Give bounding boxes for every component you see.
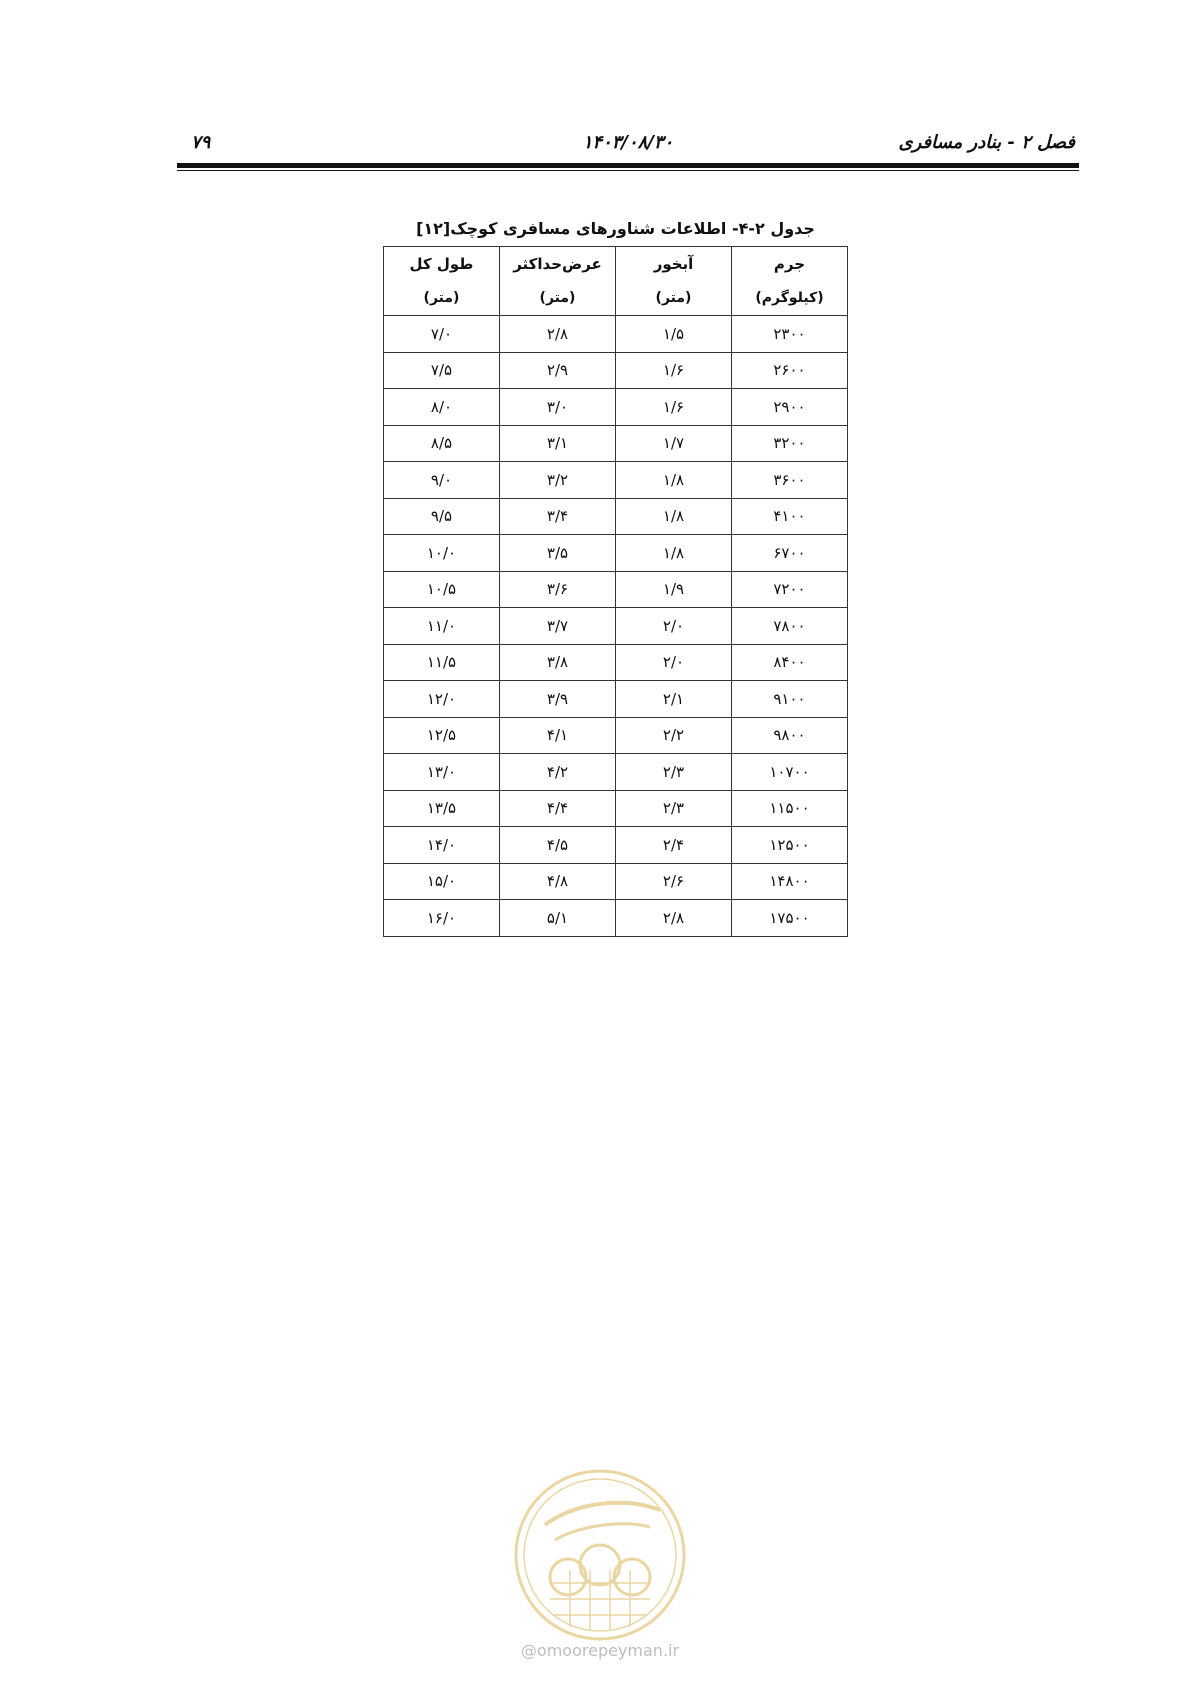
table-row: [384, 389, 848, 426]
cell-total-length: ۹/۵: [384, 498, 500, 535]
cell-draft: ۱/۶: [616, 352, 732, 389]
cell-max-width: ۳/۵: [500, 535, 616, 572]
cell-max-width: ۳/۴: [500, 498, 616, 535]
unit-max-width: (متر): [500, 281, 616, 316]
col-header-max-width: عرض‌حداکثر: [500, 247, 616, 282]
cell-total-length: ۷/۰: [384, 316, 500, 353]
cell-mass: ۴۱۰۰: [732, 498, 848, 535]
table-row: [384, 352, 848, 389]
cell-mass: ۳۶۰۰: [732, 462, 848, 499]
cell-total-length: ۱۲/۰: [384, 681, 500, 718]
cell-total-length: ۱۱/۵: [384, 644, 500, 681]
cell-total-length: ۱۴/۰: [384, 827, 500, 864]
cell-max-width: ۴/۲: [500, 754, 616, 791]
cell-mass: ۸۴۰۰: [732, 644, 848, 681]
cell-max-width: ۴/۸: [500, 863, 616, 900]
col-header-mass: جرم: [732, 247, 848, 282]
cell-draft: ۲/۳: [616, 790, 732, 827]
cell-total-length: ۱۳/۵: [384, 790, 500, 827]
cell-mass: ۱۴۸۰۰: [732, 863, 848, 900]
cell-total-length: ۹/۰: [384, 462, 500, 499]
header-rule-thin: [177, 170, 1079, 171]
cell-mass: ۲۶۰۰: [732, 352, 848, 389]
table-row: [384, 644, 848, 681]
cell-mass: ۲۹۰۰: [732, 389, 848, 426]
cell-draft: ۱/۸: [616, 535, 732, 572]
cell-total-length: ۱۰/۵: [384, 571, 500, 608]
cell-mass: ۷۸۰۰: [732, 608, 848, 645]
cell-max-width: ۳/۶: [500, 571, 616, 608]
cell-max-width: ۳/۸: [500, 644, 616, 681]
cell-draft: ۲/۰: [616, 608, 732, 645]
cell-mass: ۳۲۰۰: [732, 425, 848, 462]
table-body: [384, 316, 848, 937]
cell-draft: ۲/۳: [616, 754, 732, 791]
cell-total-length: ۱۱/۰: [384, 608, 500, 645]
unit-draft: (متر): [616, 281, 732, 316]
table-header-row: [384, 247, 848, 282]
header-date: ۱۴۰۳/۰۸/۳۰: [582, 132, 674, 153]
watermark-gear-icon: [516, 1471, 684, 1639]
header-rule-thick: [177, 163, 1079, 168]
cell-mass: ۹۸۰۰: [732, 717, 848, 754]
table-units-row: [384, 281, 848, 316]
cell-total-length: ۷/۵: [384, 352, 500, 389]
cell-max-width: ۴/۴: [500, 790, 616, 827]
table-row: [384, 900, 848, 937]
cell-max-width: ۳/۰: [500, 389, 616, 426]
cell-total-length: ۱۳/۰: [384, 754, 500, 791]
cell-mass: ۱۲۵۰۰: [732, 827, 848, 864]
cell-total-length: ۱۰/۰: [384, 535, 500, 572]
cell-draft: ۱/۸: [616, 462, 732, 499]
page-header: [177, 128, 1079, 158]
cell-max-width: ۳/۲: [500, 462, 616, 499]
watermark-logo: [510, 1465, 690, 1645]
cell-mass: ۷۲۰۰: [732, 571, 848, 608]
table-row: [384, 863, 848, 900]
table-row: [384, 535, 848, 572]
cell-max-width: ۳/۱: [500, 425, 616, 462]
floats-table: [383, 246, 848, 937]
cell-draft: ۲/۲: [616, 717, 732, 754]
table-row: [384, 571, 848, 608]
cell-max-width: ۳/۷: [500, 608, 616, 645]
cell-max-width: ۲/۹: [500, 352, 616, 389]
cell-total-length: ۱۶/۰: [384, 900, 500, 937]
table-row: [384, 717, 848, 754]
cell-max-width: ۴/۵: [500, 827, 616, 864]
cell-draft: ۱/۶: [616, 389, 732, 426]
col-header-total-length: طول کل: [384, 247, 500, 282]
cell-draft: ۲/۰: [616, 644, 732, 681]
col-header-draft: آبخور: [616, 247, 732, 282]
cell-total-length: ۸/۰: [384, 389, 500, 426]
cell-max-width: ۵/۱: [500, 900, 616, 937]
cell-draft: ۲/۱: [616, 681, 732, 718]
table-row: [384, 681, 848, 718]
cell-draft: ۱/۸: [616, 498, 732, 535]
table-row: [384, 462, 848, 499]
cell-mass: ۶۷۰۰: [732, 535, 848, 572]
table-row: [384, 498, 848, 535]
cell-mass: ۲۳۰۰: [732, 316, 848, 353]
cell-max-width: ۴/۱: [500, 717, 616, 754]
table-row: [384, 316, 848, 353]
unit-mass: (کیلوگرم): [732, 281, 848, 316]
page-number: ۷۹: [191, 132, 211, 153]
cell-max-width: ۳/۹: [500, 681, 616, 718]
cell-total-length: ۱۵/۰: [384, 863, 500, 900]
table-row: [384, 790, 848, 827]
table-row: [384, 425, 848, 462]
cell-draft: ۲/۸: [616, 900, 732, 937]
chapter-title: فصل ۲ - بنادر مسافری: [898, 132, 1075, 153]
table-caption: جدول ۲-۴- اطلاعات شناورهای مسافری کوچک[۱۲]: [416, 219, 815, 238]
cell-mass: ۱۱۵۰۰: [732, 790, 848, 827]
unit-total-length: (متر): [384, 281, 500, 316]
table-row: [384, 827, 848, 864]
cell-draft: ۱/۵: [616, 316, 732, 353]
cell-draft: ۱/۹: [616, 571, 732, 608]
watermark-site: @omoorepeyman.ir: [520, 1641, 680, 1660]
cell-draft: ۲/۶: [616, 863, 732, 900]
cell-draft: ۲/۴: [616, 827, 732, 864]
cell-total-length: ۸/۵: [384, 425, 500, 462]
cell-mass: ۱۷۵۰۰: [732, 900, 848, 937]
cell-max-width: ۲/۸: [500, 316, 616, 353]
cell-total-length: ۱۲/۵: [384, 717, 500, 754]
table-row: [384, 608, 848, 645]
cell-mass: ۹۱۰۰: [732, 681, 848, 718]
table-row: [384, 754, 848, 791]
cell-draft: ۱/۷: [616, 425, 732, 462]
cell-mass: ۱۰۷۰۰: [732, 754, 848, 791]
